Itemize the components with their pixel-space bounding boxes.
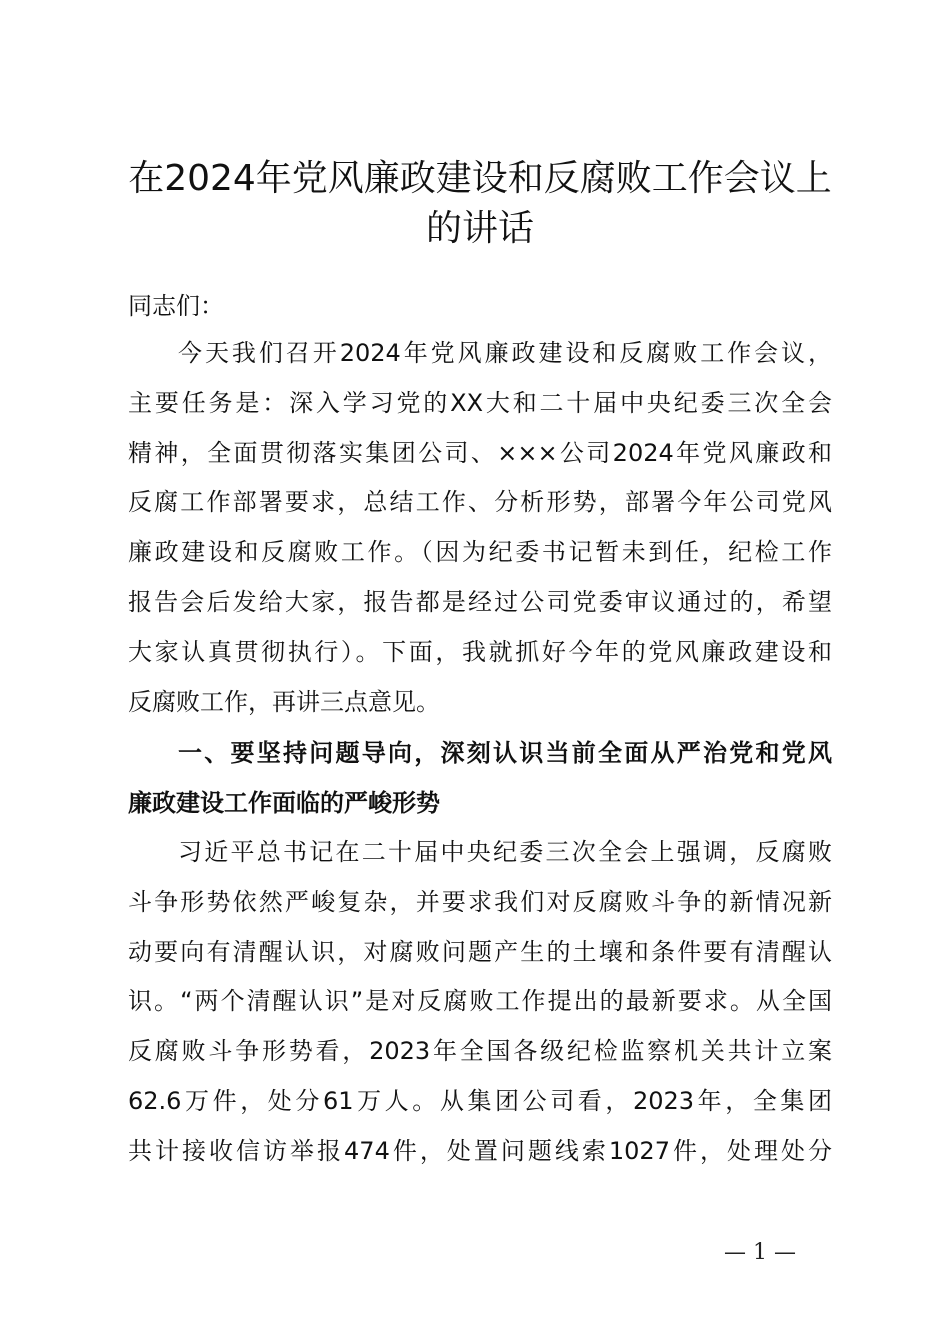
paragraph-line: 识。“两个清醒认识”是对反腐败工作提出的最新要求。从全国 xyxy=(128,987,832,1016)
document-title xyxy=(120,154,840,254)
title-line: 的讲话 xyxy=(425,208,534,249)
paragraph-line: 报告会后发给大家，报告都是经过公司党委审议通过的，希望 xyxy=(128,587,832,616)
paragraph-line: 主要任务是：深入学习党的XX大和二十届中央纪委三次全会 xyxy=(128,388,832,417)
title-line: 在2024年党风廉政建设和反腐败工作会议上 xyxy=(128,158,832,199)
paragraph-line: 精神，全面贯彻落实集团公司、×××公司2024年党风廉政和 xyxy=(128,438,832,467)
paragraph-line: 反腐败工作，再讲三点意见。 xyxy=(128,687,440,716)
heading-line: 一、要坚持问题导向，深刻认识当前全面从严治党和党风 xyxy=(178,739,832,767)
paragraph-intro xyxy=(128,329,832,727)
paragraph-line: 共计接收信访举报474件，处置问题线索1027件，处理处分 xyxy=(128,1136,832,1165)
paragraph-line: 习近平总书记在二十届中央纪委三次全会上强调，反腐败 xyxy=(178,838,832,866)
paragraph-line: 反腐工作部署要求，总结工作、分析形势，部署今年公司党风 xyxy=(128,488,832,517)
paragraph-line: 今天我们召开2024年党风廉政建设和反腐败工作会议， xyxy=(178,339,832,367)
paragraph-line: 62.6万件，处分61万人。从集团公司看，2023年，全集团 xyxy=(128,1086,832,1115)
page-number: — 1 — xyxy=(724,1240,796,1265)
heading-line: 廉政建设工作面临的严峻形势 xyxy=(128,789,440,817)
salutation: 同志们： xyxy=(128,292,224,320)
paragraph-line: 动要向有清醒认识，对腐败问题产生的土壤和条件要有清醒认 xyxy=(128,937,832,966)
paragraph-line: 大家认真贯彻执行）。下面，我就抓好今年的党风廉政建设和 xyxy=(128,637,832,666)
paragraph-line: 斗争形势依然严峻复杂，并要求我们对反腐败斗争的新情况新 xyxy=(128,887,832,916)
paragraph-situation xyxy=(128,828,832,1177)
paragraph-line: 反腐败斗争形势看，2023年全国各级纪检监察机关共计立案 xyxy=(128,1037,832,1066)
section-heading-1 xyxy=(128,728,832,828)
paragraph-line: 廉政建设和反腐败工作。（因为纪委书记暂未到任，纪检工作 xyxy=(128,538,832,567)
